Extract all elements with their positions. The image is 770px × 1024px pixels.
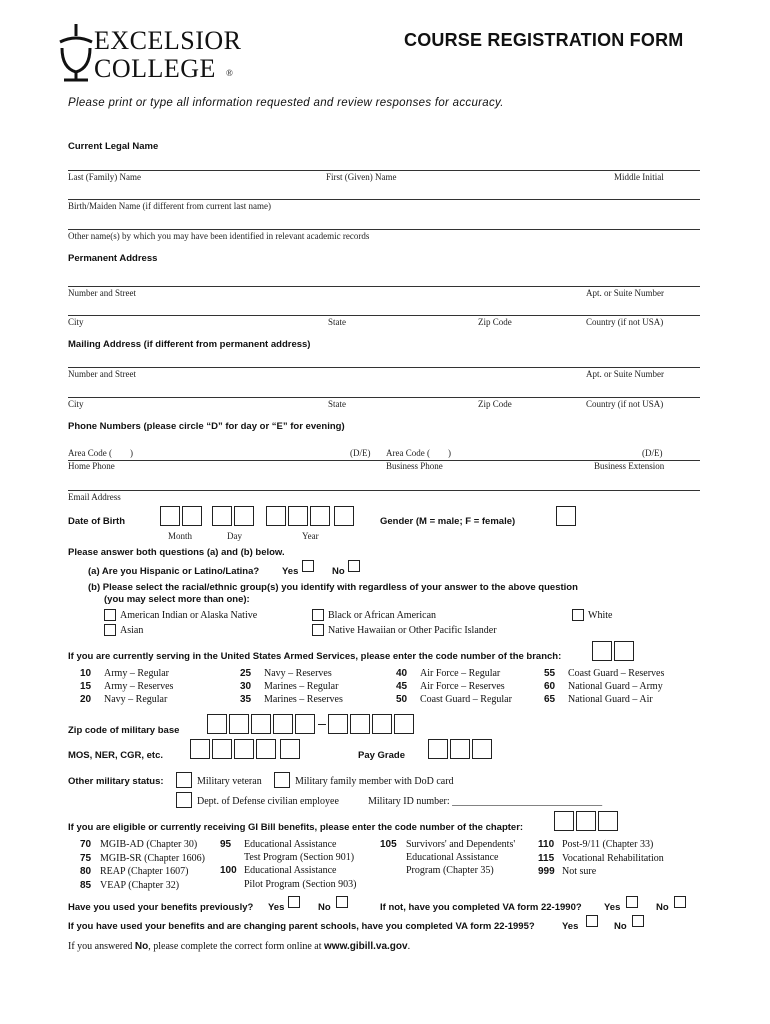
note-middle: , please complete the correct form online at: [148, 941, 325, 952]
branch-name-10: Army – Regular: [104, 668, 169, 679]
dob-year-box-3[interactable]: [310, 506, 330, 526]
gi-code-115: 115: [538, 852, 555, 864]
branch-code-30: 30: [240, 681, 252, 692]
branch-code-15: 15: [80, 681, 92, 692]
civilian-label: Dept. of Defense civilian employee: [197, 796, 339, 807]
zip-dash: [318, 724, 326, 725]
race-white-label: White: [588, 610, 613, 621]
mail-city-line[interactable]: [68, 397, 700, 398]
hispanic-question: (a) Are you Hispanic or Latino/Latina?: [88, 566, 260, 577]
perm-street-label: Number and Street: [68, 288, 136, 298]
race-question-line2: (you may select more than one):: [104, 594, 250, 605]
gi-name-70: MGIB-AD (Chapter 30): [100, 839, 198, 850]
home-area-code-label: Area Code ( ): [68, 448, 133, 458]
logo-registered-mark: ®: [226, 68, 233, 78]
gi-95-line1: Educational Assistance: [244, 839, 337, 850]
pay-grade-box-3[interactable]: [472, 739, 492, 759]
branch-code-55: 55: [544, 668, 556, 679]
gi-105-line3: Program (Chapter 35): [406, 865, 494, 876]
mail-street-line[interactable]: [68, 367, 700, 368]
mos-box-3[interactable]: [234, 739, 254, 759]
gi-name-80: REAP (Chapter 1607): [100, 866, 189, 877]
branch-name-15: Army – Reserves: [104, 681, 174, 692]
branch-box-2[interactable]: [614, 641, 634, 661]
gi-code-95: 95: [220, 839, 232, 850]
note-end: .: [407, 941, 411, 952]
perm-city-label: City: [68, 317, 84, 327]
form-1995-yes-label: Yes: [562, 921, 579, 932]
perm-street-line[interactable]: [68, 286, 700, 287]
branch-box-1[interactable]: [592, 641, 612, 661]
dob-day-box-1[interactable]: [212, 506, 232, 526]
logo-text-top: EXCELSIOR: [94, 26, 242, 55]
zip-base-box-1[interactable]: [207, 714, 227, 734]
home-de-label: (D/E): [350, 448, 371, 458]
zip-base-box-7[interactable]: [350, 714, 370, 734]
business-area-code-label: Area Code ( ): [386, 448, 451, 458]
perm-apt-label: Apt. or Suite Number: [586, 288, 664, 298]
maiden-name-label: Birth/Maiden Name (if different from current last name): [68, 201, 272, 211]
gi-bill-note: [68, 941, 410, 952]
gi-code-70: 70: [80, 839, 92, 850]
dob-year-label: Year: [302, 531, 319, 541]
phone-heading: Phone Numbers (please circle “D” for day or “E” for evening): [68, 421, 345, 432]
maiden-name-line[interactable]: [68, 199, 700, 200]
note-no: No: [134, 941, 149, 952]
gi-box-2[interactable]: [576, 811, 596, 831]
military-status-label: Other military status:: [68, 776, 164, 787]
mailing-address-heading: Mailing Address (if different from permanent address): [68, 339, 311, 350]
gi-name-85: VEAP (Chapter 32): [100, 879, 180, 891]
dob-day-box-2[interactable]: [234, 506, 254, 526]
race-black-label: Black or African American: [328, 610, 437, 621]
form-title: COURSE REGISTRATION FORM: [404, 30, 684, 50]
logo-emblem-icon: [56, 22, 96, 84]
zip-base-box-8[interactable]: [372, 714, 392, 734]
gi-code-110: 110: [538, 839, 555, 850]
zip-base-box-9[interactable]: [394, 714, 414, 734]
dob-month-box-1[interactable]: [160, 506, 180, 526]
gi-name-75: MGIB-SR (Chapter 1606): [100, 852, 205, 864]
last-name-label: Last (Family) Name: [68, 172, 141, 182]
branch-name-45: Air Force – Reserves: [420, 681, 505, 692]
gibill-link[interactable]: www.gibill.va.gov: [324, 941, 408, 952]
branch-name-60: National Guard – Army: [568, 681, 663, 692]
race-white-checkbox[interactable]: [572, 609, 584, 621]
gi-code-999: 999: [538, 866, 555, 877]
mos-box-2[interactable]: [212, 739, 232, 759]
benefits-used-question: Have you used your benefits previously?: [68, 902, 254, 913]
branch-code-60: 60: [544, 681, 556, 692]
business-extension-label: Business Extension: [594, 461, 665, 471]
benefits-used-no-label: No: [318, 902, 331, 913]
gi-code-85: 85: [80, 879, 92, 891]
gi-name-115: Vocational Rehabilitation: [562, 852, 664, 864]
form-1995-no-checkbox[interactable]: [632, 915, 644, 927]
gi-100-line1: Educational Assistance: [244, 865, 337, 876]
perm-zip-label: Zip Code: [478, 317, 512, 327]
other-names-label: Other name(s) by which you may have been identified in relevant academic records: [68, 231, 370, 241]
form-1990-yes-label: Yes: [604, 902, 621, 913]
mos-box-5[interactable]: [280, 739, 300, 759]
dob-year-box-2[interactable]: [288, 506, 308, 526]
gi-code-80: 80: [80, 866, 92, 877]
branch-name-65: National Guard – Air: [568, 694, 653, 705]
zip-base-box-5[interactable]: [295, 714, 315, 734]
branch-name-35: Marines – Reserves: [264, 694, 343, 705]
branch-code-35: 35: [240, 694, 252, 705]
dob-label: Date of Birth: [68, 516, 125, 527]
gi-name-110: Post-9/11 (Chapter 33): [562, 839, 654, 850]
hispanic-yes-checkbox[interactable]: [302, 560, 314, 572]
form-1990-yes-checkbox[interactable]: [626, 896, 638, 908]
mail-street-label: Number and Street: [68, 369, 136, 379]
gender-label: Gender (M = male; F = female): [380, 516, 516, 527]
form-1990-no-label: No: [656, 902, 669, 913]
branch-code-20: 20: [80, 694, 92, 705]
branch-name-20: Navy – Regular: [104, 694, 168, 705]
gi-code-100: 100: [220, 865, 237, 876]
gi-code-75: 75: [80, 852, 92, 864]
benefits-used-no-checkbox[interactable]: [336, 896, 348, 908]
zip-base-box-2[interactable]: [229, 714, 249, 734]
logo-text-bottom: COLLEGE: [94, 54, 216, 83]
race-black-checkbox[interactable]: [312, 609, 324, 621]
pay-grade-label: Pay Grade: [358, 750, 405, 761]
race-ai-checkbox[interactable]: [104, 609, 116, 621]
zip-base-box-4[interactable]: [273, 714, 293, 734]
dob-year-box-1[interactable]: [266, 506, 286, 526]
mail-city-label: City: [68, 399, 84, 409]
dob-day-label: Day: [227, 531, 242, 541]
form-1995-yes-checkbox[interactable]: [586, 915, 598, 927]
perm-state-label: State: [328, 317, 346, 327]
veteran-label: Military veteran: [197, 776, 262, 787]
mail-state-label: State: [328, 399, 346, 409]
ethnicity-intro: Please answer both questions (a) and (b) below.: [68, 547, 285, 558]
gi-95-line2: Test Program (Section 901): [244, 852, 355, 863]
race-nh-checkbox[interactable]: [312, 624, 324, 636]
hispanic-yes-label: Yes: [282, 566, 299, 577]
gi-box-1[interactable]: [554, 811, 574, 831]
form-1995-no-label: No: [614, 921, 627, 932]
hispanic-no-label: No: [332, 566, 345, 577]
branch-name-55: Coast Guard – Reserves: [568, 668, 665, 679]
branch-code-65: 65: [544, 694, 556, 705]
home-phone-label: Home Phone: [68, 461, 115, 471]
first-name-label: First (Given) Name: [326, 172, 397, 182]
branch-code-40: 40: [396, 668, 408, 679]
business-phone-label: Business Phone: [386, 461, 443, 471]
dob-year-box-4[interactable]: [334, 506, 354, 526]
email-line[interactable]: [68, 490, 700, 491]
gi-105-line2: Educational Assistance: [406, 852, 499, 863]
branch-name-25: Navy – Reserves: [264, 668, 332, 679]
zip-base-box-6[interactable]: [328, 714, 348, 734]
gender-box[interactable]: [556, 506, 576, 526]
email-label: Email Address: [68, 492, 121, 502]
branch-name-50: Coast Guard – Regular: [420, 694, 512, 705]
perm-country-label: Country (if not USA): [586, 317, 664, 327]
military-id-field[interactable]: Military ID number: ______________________________: [368, 796, 603, 807]
business-de-label: (D/E): [642, 448, 663, 458]
family-label: Military family member with DoD card: [295, 776, 454, 787]
civilian-checkbox[interactable]: [176, 792, 192, 808]
race-question-line1: (b) Please select the racial/ethnic group(s) you identify with regardless of your answer to the above question: [88, 582, 578, 593]
benefits-used-yes-checkbox[interactable]: [288, 896, 300, 908]
gi-code-105: 105: [380, 839, 397, 850]
college-logo: [56, 22, 256, 84]
dob-month-label: Month: [168, 531, 193, 541]
perm-city-line[interactable]: [68, 315, 700, 316]
gi-box-3[interactable]: [598, 811, 618, 831]
form-1995-question: If you have used your benefits and are changing parent schools, have you completed VA form 22-1995?: [68, 921, 535, 932]
branch-code-50: 50: [396, 694, 408, 705]
legal-name-line[interactable]: [68, 170, 700, 171]
permanent-address-heading: Permanent Address: [68, 253, 158, 264]
mail-country-label: Country (if not USA): [586, 399, 664, 409]
instructions: Please print or type all information requested and review responses for accuracy.: [68, 97, 504, 109]
branch-code-45: 45: [396, 681, 408, 692]
dob-month-box-2[interactable]: [182, 506, 202, 526]
other-names-line[interactable]: [68, 229, 700, 230]
gi-100-line2: Pilot Program (Section 903): [244, 879, 357, 890]
form-1990-question: If not, have you completed VA form 22-1990?: [380, 902, 582, 913]
mos-box-1[interactable]: [190, 739, 210, 759]
form-1990-no-checkbox[interactable]: [674, 896, 686, 908]
branch-code-25: 25: [240, 668, 252, 679]
race-nh-label: Native Hawaiian or Other Pacific Islander: [328, 625, 497, 636]
mail-apt-label: Apt. or Suite Number: [586, 369, 664, 379]
pay-grade-box-1[interactable]: [428, 739, 448, 759]
race-ai-label: American Indian or Alaska Native: [120, 610, 258, 621]
race-asian-label: Asian: [120, 625, 144, 636]
gi-bill-question: If you are eligible or currently receiving GI Bill benefits, please enter the code number of the chapter:: [68, 822, 524, 833]
pay-grade-box-2[interactable]: [450, 739, 470, 759]
branch-name-40: Air Force – Regular: [420, 668, 501, 679]
zip-base-label: Zip code of military base: [68, 725, 180, 736]
note-prefix: If you answered: [68, 941, 135, 952]
mail-zip-label: Zip Code: [478, 399, 512, 409]
branch-code-10: 10: [80, 668, 92, 679]
veteran-checkbox[interactable]: [176, 772, 192, 788]
hispanic-no-checkbox[interactable]: [348, 560, 360, 572]
branch-question: If you are currently serving in the United States Armed Services, please enter the code number of the branch:: [68, 651, 562, 662]
mos-box-4[interactable]: [256, 739, 276, 759]
gi-name-999: Not sure: [562, 866, 597, 877]
family-checkbox[interactable]: [274, 772, 290, 788]
zip-base-box-3[interactable]: [251, 714, 271, 734]
race-asian-checkbox[interactable]: [104, 624, 116, 636]
gi-105-line1: Survivors' and Dependents': [406, 839, 516, 850]
benefits-used-yes-label: Yes: [268, 902, 285, 913]
branch-name-30: Marines – Regular: [264, 681, 339, 692]
legal-name-heading: Current Legal Name: [68, 141, 159, 152]
middle-initial-label: Middle Initial: [614, 172, 664, 182]
mos-label: MOS, NER, CGR, etc.: [68, 750, 164, 761]
